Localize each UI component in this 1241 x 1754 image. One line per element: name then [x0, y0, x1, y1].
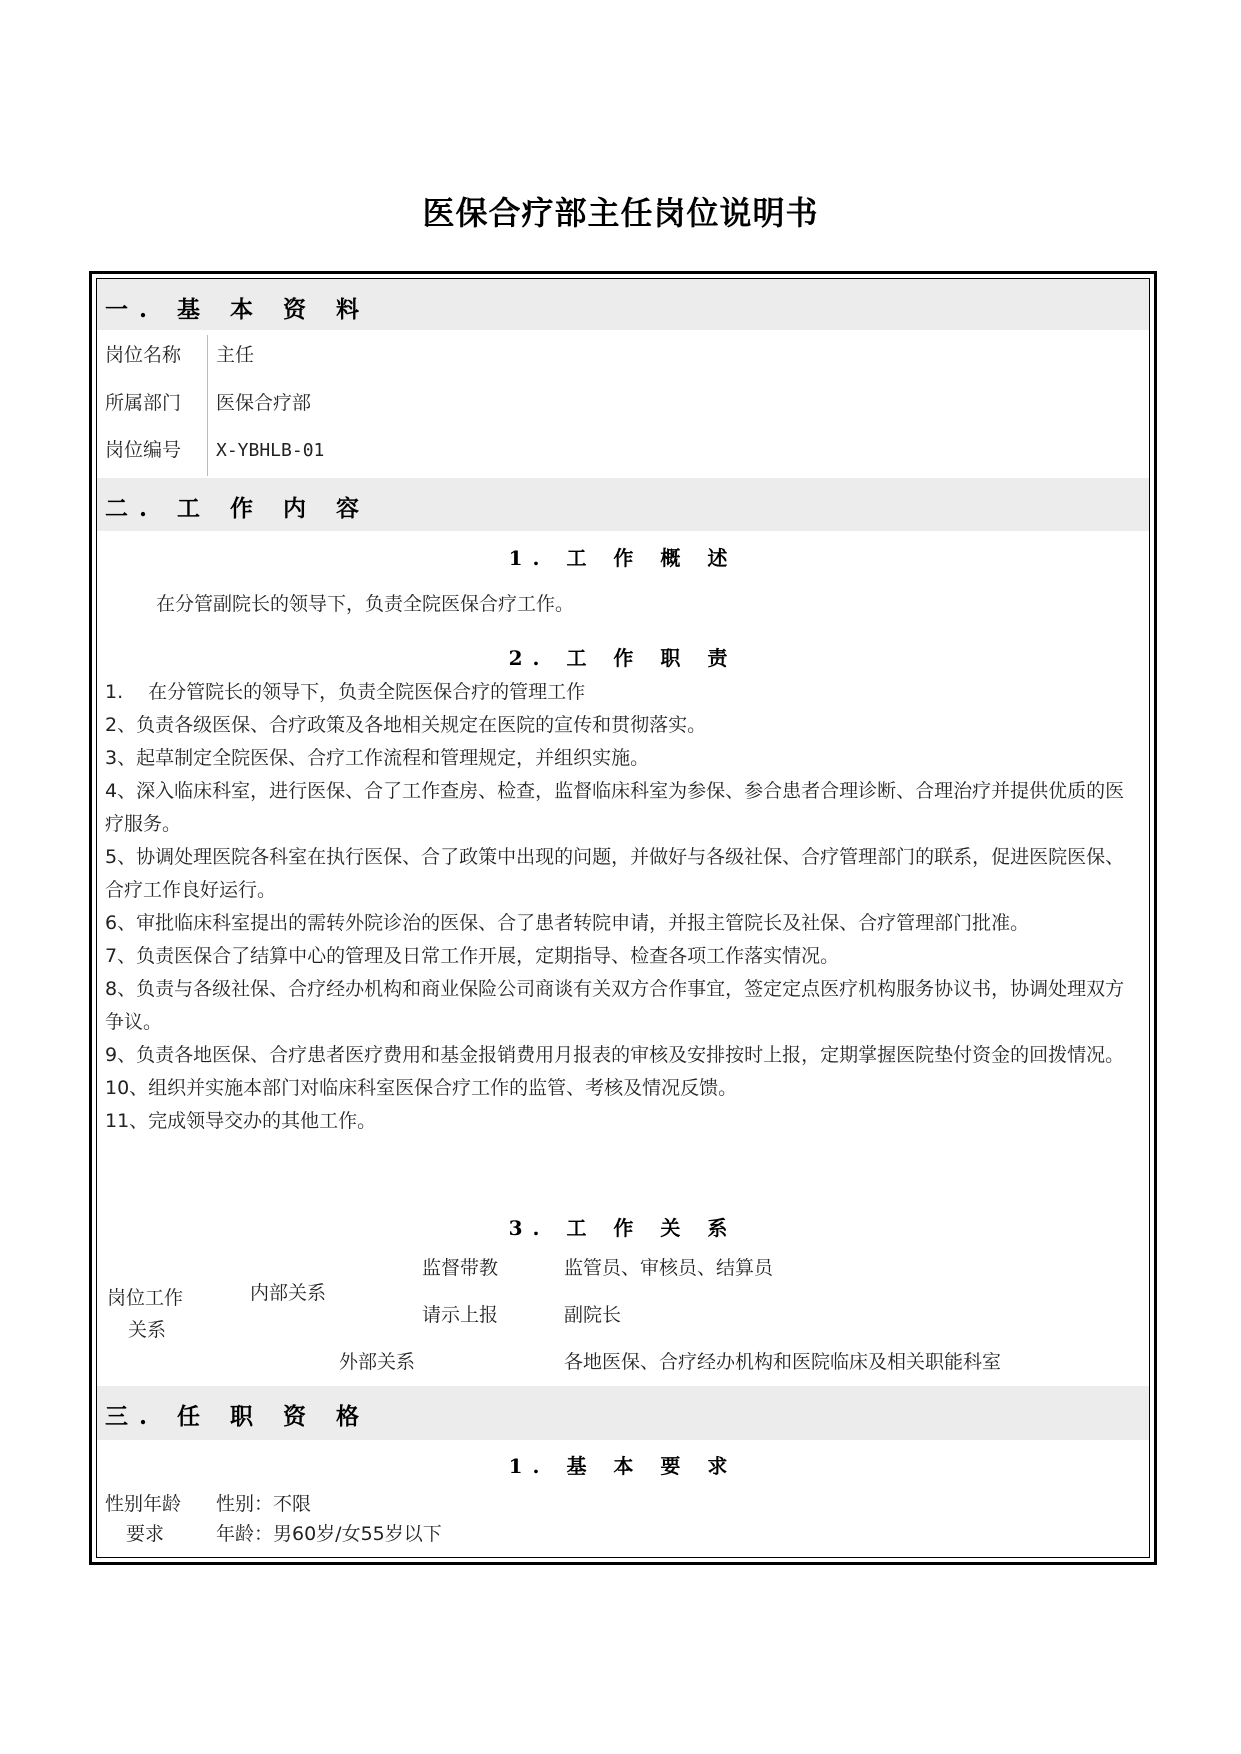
report-value: 副院长 — [564, 1304, 622, 1326]
external-relations-value: 各地医保、合疗经办机构和医院临床及相关职能科室 — [564, 1351, 1002, 1373]
document-title: 医保合疗部主任岗位说明书 — [422, 194, 819, 232]
list-item: 6、审批临床科室提出的需转外院诊治的医保、合了患者转院申请，并报主管院长及社保、合疗管理部门批准。 — [105, 912, 1030, 934]
list-item: 7、负责医保合了结算中心的管理及日常工作开展，定期指导、检查各项工作落实情况。 — [105, 945, 840, 967]
job-description-table — [89, 271, 1157, 1565]
section1-heading: 一. 基 本 资 料 — [105, 296, 371, 323]
list-item: 2、负责各级医保、合疗政策及各地相关规定在医院的宣传和贯彻落实。 — [105, 714, 707, 736]
department-label: 所属部门 — [105, 392, 182, 414]
position-name-label: 岗位名称 — [105, 344, 182, 366]
work-relations-heading: 3. 工 作 关 系 — [508, 1216, 738, 1240]
work-overview-heading: 1. 工 作 概 述 — [508, 546, 738, 570]
list-item: 11、完成领导交办的其他工作。 — [105, 1110, 377, 1132]
section2-heading: 二. 工 作 内 容 — [105, 495, 371, 522]
gender-requirement: 性别：不限 — [216, 1493, 312, 1515]
report-label: 请示上报 — [422, 1304, 499, 1326]
list-item: 10、组织并实施本部门对临床科室医保合疗工作的监管、考核及情况反馈。 — [105, 1077, 738, 1099]
list-item: 9、负责各地医保、合疗患者医疗费用和基金报销费用月报表的审核及安排按时上报，定期掌握医院垫付资金的回拨情况。 — [105, 1044, 1125, 1066]
work-duties-heading: 2. 工 作 职 责 — [508, 646, 738, 670]
duties-list — [105, 676, 1141, 1138]
list-item: 5、协调处理医院各科室在执行医保、合了政策中出现的问题，并做好与各级社保、合疗管理部门的联系，促进医院医保、合疗工作良好运行。 — [105, 846, 1125, 901]
position-code-value: X-YBHLB-01 — [216, 440, 325, 461]
supervise-label: 监督带教 — [422, 1257, 499, 1279]
relations-row-label-line1: 岗位工作 — [107, 1287, 184, 1309]
department-value: 医保合疗部 — [216, 392, 312, 414]
list-item: 8、负责与各级社保、合疗经办机构和商业保险公司商谈有关双方合作事宜，签定定点医疗机构服务协议书，协调处理双方争议。 — [105, 978, 1125, 1033]
position-code-label: 岗位编号 — [105, 439, 182, 461]
work-overview-text: 在分管副院长的领导下，负责全院医保合疗工作。 — [156, 593, 575, 615]
internal-relations-label: 内部关系 — [250, 1282, 327, 1304]
gender-age-label-line2: 要求 — [126, 1523, 165, 1545]
section3-heading: 三. 任 职 资 格 — [105, 1403, 371, 1430]
supervise-value: 监管员、审核员、结算员 — [564, 1257, 774, 1279]
age-requirement: 年龄：男60岁/女55岁以下 — [216, 1523, 442, 1545]
basic-requirements-heading: 1. 基 本 要 求 — [508, 1454, 738, 1478]
list-item: 1. 在分管院长的领导下，负责全院医保合疗的管理工作 — [105, 681, 586, 703]
position-name-value: 主任 — [216, 344, 255, 366]
relations-row-label-line2: 关系 — [128, 1319, 167, 1341]
gender-age-label-line1: 性别年龄 — [105, 1493, 182, 1515]
list-item: 3、起草制定全院医保、合疗工作流程和管理规定，并组织实施。 — [105, 747, 650, 769]
basic-info-divider — [207, 335, 208, 476]
table-inner — [96, 278, 1150, 1558]
list-item: 4、深入临床科室，进行医保、合了工作查房、检查，监督临床科室为参保、参合患者合理诊断、合理治疗并提供优质的医疗服务。 — [105, 780, 1125, 835]
external-relations-label: 外部关系 — [339, 1351, 416, 1373]
